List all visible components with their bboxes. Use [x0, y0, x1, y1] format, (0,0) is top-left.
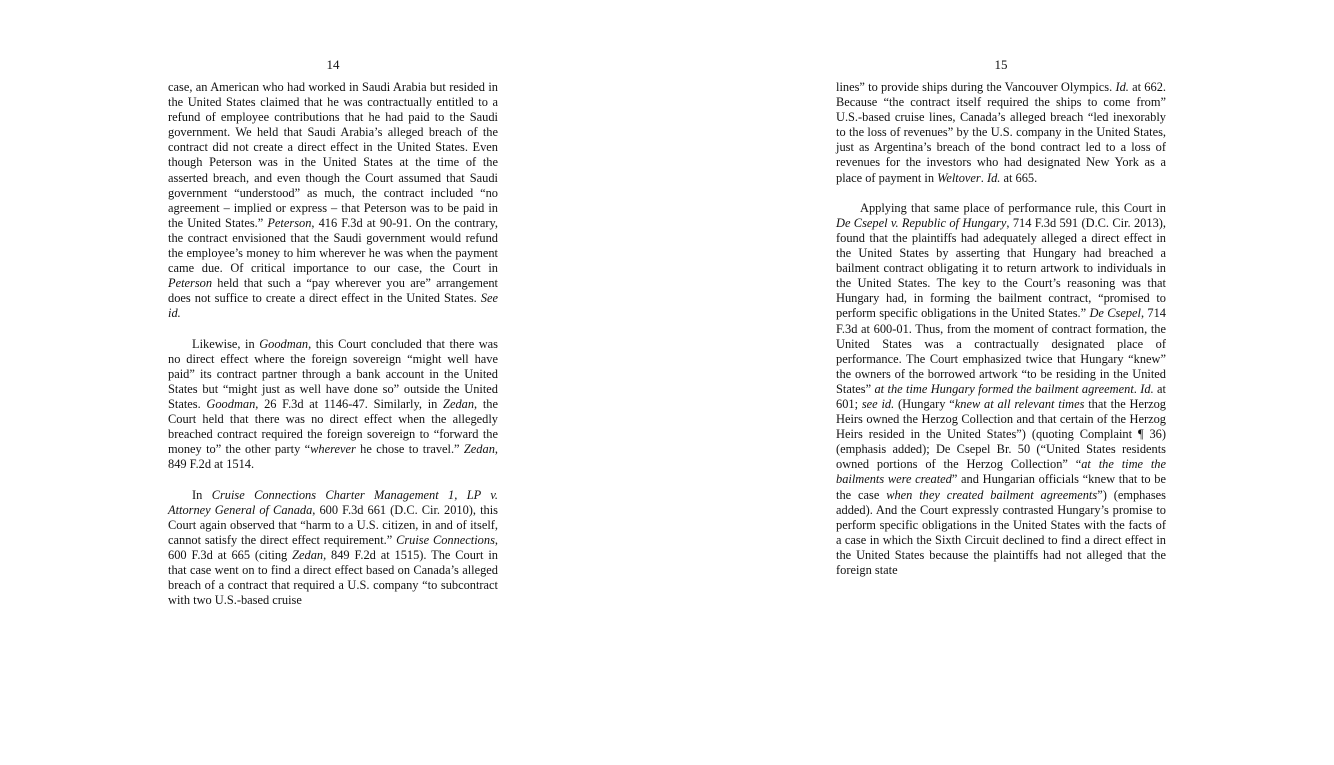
left-page-number: 14: [326, 57, 340, 72]
text-segment: , 26 F.3d at 1146-47. Similarly, in: [255, 396, 444, 411]
right-page-number: 15: [994, 57, 1008, 72]
italic-text-segment: Goodman: [206, 396, 256, 411]
italic-text-segment: See id.: [168, 291, 498, 321]
italic-text-segment: Id.: [1115, 80, 1129, 94]
italic-text-segment: Weltover: [937, 170, 981, 185]
italic-text-segment: Peterson: [168, 276, 213, 291]
paragraph: [168, 337, 498, 473]
italic-text-segment: Cruise Connections Charter Management 1, LP v. Attorney General of Canada: [168, 487, 498, 517]
italic-text-segment: wherever: [310, 442, 356, 457]
italic-text-segment: Zedan: [463, 442, 495, 457]
text-segment: , 849 F.2d at 1515). The Court in that case went on to find a direct effect based on Canada’s alleged breach of a contract that required a U.S. company “to subcontract with two U.S.-based cruise: [168, 547, 498, 608]
text-segment: , this Court concluded that there was no direct effect where the foreign sovereign “might well have paid” its contract partner through a bank account in the United States but “might just as well have done so” outside the United States.: [168, 336, 499, 411]
text-segment: ”) (emphases added). And the Court expressly contrasted Hungary’s promise to perform specific obligations in the United States with the facts of a case in which the Sixth Circuit declined to find a direct effect in the United States because the plaintiffs had not alleged that the foreign state: [836, 487, 1166, 577]
text-segment: case, an American who had worked in Saudi Arabia but resided in the United States claimed that he was contractually entitled to a refund of employee contributions that he had paid to the Saudi government. We held that Saudi Arabia’s alleged breach of the contract did not create a direct effect in the United States. Even though Peterson was in the United States at the time of the asserted breach, and even though the Court assumed that Saudi government “understood” as much, the contract included “no agreement – implied or express – that Peterson was to be paid in the United States.”: [168, 80, 498, 230]
text-segment: , 600 F.3d at 665 (citing: [168, 532, 499, 562]
text-segment: he chose to travel.”: [355, 442, 464, 457]
paragraph: [836, 201, 1166, 578]
italic-text-segment: Zedan: [443, 396, 475, 411]
text-segment: , 849 F.2d at 1514.: [168, 442, 498, 472]
text-segment: at 665.: [1000, 170, 1038, 185]
text-segment: .: [1133, 381, 1141, 396]
italic-text-segment: Id.: [986, 170, 1001, 185]
italic-text-segment: at the time the bailments were created: [836, 457, 1166, 487]
text-segment: , the Court held that there was no direct effect when the allegedly breached contract required the foreign sovereign to “forward the money to” the other party “: [168, 396, 498, 457]
text-segment: , 714 F.3d 591 (D.C. Cir. 2013), found that the plaintiffs had adequately alleged a direct effect in the United States by asserting that Hungary had breached a bailment contract obligating it to return artwork to individuals in the United States. The key to the Court’s reasoning was that Hungary had, in forming the bailment contract, “promised to perform specific obligations in the United States.”: [836, 215, 1166, 321]
text-segment: Applying that same place of performance rule, this Court in: [860, 200, 1166, 215]
text-segment: , 714 F.3d at 600-01. Thus, from the moment of contract formation, the United States was a contractually designated place of performance. The Court emphasized twice that Hungary “knew” the owners of the borrowed artwork “to be residing in the United States”: [836, 306, 1166, 396]
text-segment: at 601;: [836, 381, 1166, 411]
text-segment: In: [192, 487, 212, 502]
italic-text-segment: De Csepel v. Republic of Hungary: [836, 215, 1007, 230]
paragraph: [836, 80, 1166, 186]
text-segment: , 600 F.3d 661 (D.C. Cir. 2010), this Court again observed that “harm to a U.S. citizen, in and of itself, cannot satisfy the direct effect requirement.”: [168, 502, 498, 547]
text-segment: , 416 F.3d at 90-91. On the contrary, the contract envisioned that the Saudi government would refund the employee’s money to him wherever he was when the payment came due. Of critical importance to our case, the Court in: [168, 215, 498, 276]
italic-text-segment: Peterson: [267, 215, 312, 230]
text-segment: (Hungary “: [894, 396, 955, 411]
text-segment: Likewise, in: [192, 336, 260, 351]
italic-text-segment: De Csepel: [1089, 306, 1141, 321]
text-segment: held that such a “pay wherever you are” arrangement does not suffice to create a direct effect in the United States.: [168, 276, 498, 306]
text-segment: ” and Hungarian officials “knew that to be the case: [836, 472, 1166, 502]
text-segment: lines” to provide ships during the Vancouver Olympics.: [836, 80, 1116, 94]
italic-text-segment: Id.: [1140, 381, 1154, 396]
text-segment: .: [980, 170, 987, 185]
italic-text-segment: when they created bailment agreements: [886, 487, 1098, 502]
right-page-body: [836, 80, 1166, 578]
italic-text-segment: Goodman: [259, 336, 309, 351]
text-segment: at 662. Because “the contract itself required the ships to come from” U.S.-based cruise lines, Canada’s alleged breach “led inexorably to the loss of revenues” by the U.S. company in the United States, just as Argentina’s breach of the bond contract led to a loss of revenues for the investors who had designated New York as a place of payment in: [836, 80, 1166, 185]
paragraph: [168, 80, 498, 322]
italic-text-segment: see id.: [861, 396, 895, 411]
left-page-body: [168, 80, 498, 608]
italic-text-segment: Cruise Connections: [396, 532, 495, 547]
paragraph: [168, 488, 498, 609]
italic-text-segment: knew at all relevant times: [954, 396, 1085, 411]
text-segment: that the Herzog Heirs owned the Herzog Collection and that certain of the Herzog Heirs resided in the United States”) (quoting Complaint ¶ 36) (emphasis added); De Csepel Br. 50 (“United States residents owned portions of the Herzog Collection” “: [836, 396, 1166, 472]
italic-text-segment: at the time Hungary formed the bailment agreement: [874, 381, 1134, 396]
italic-text-segment: Zedan: [292, 547, 324, 562]
